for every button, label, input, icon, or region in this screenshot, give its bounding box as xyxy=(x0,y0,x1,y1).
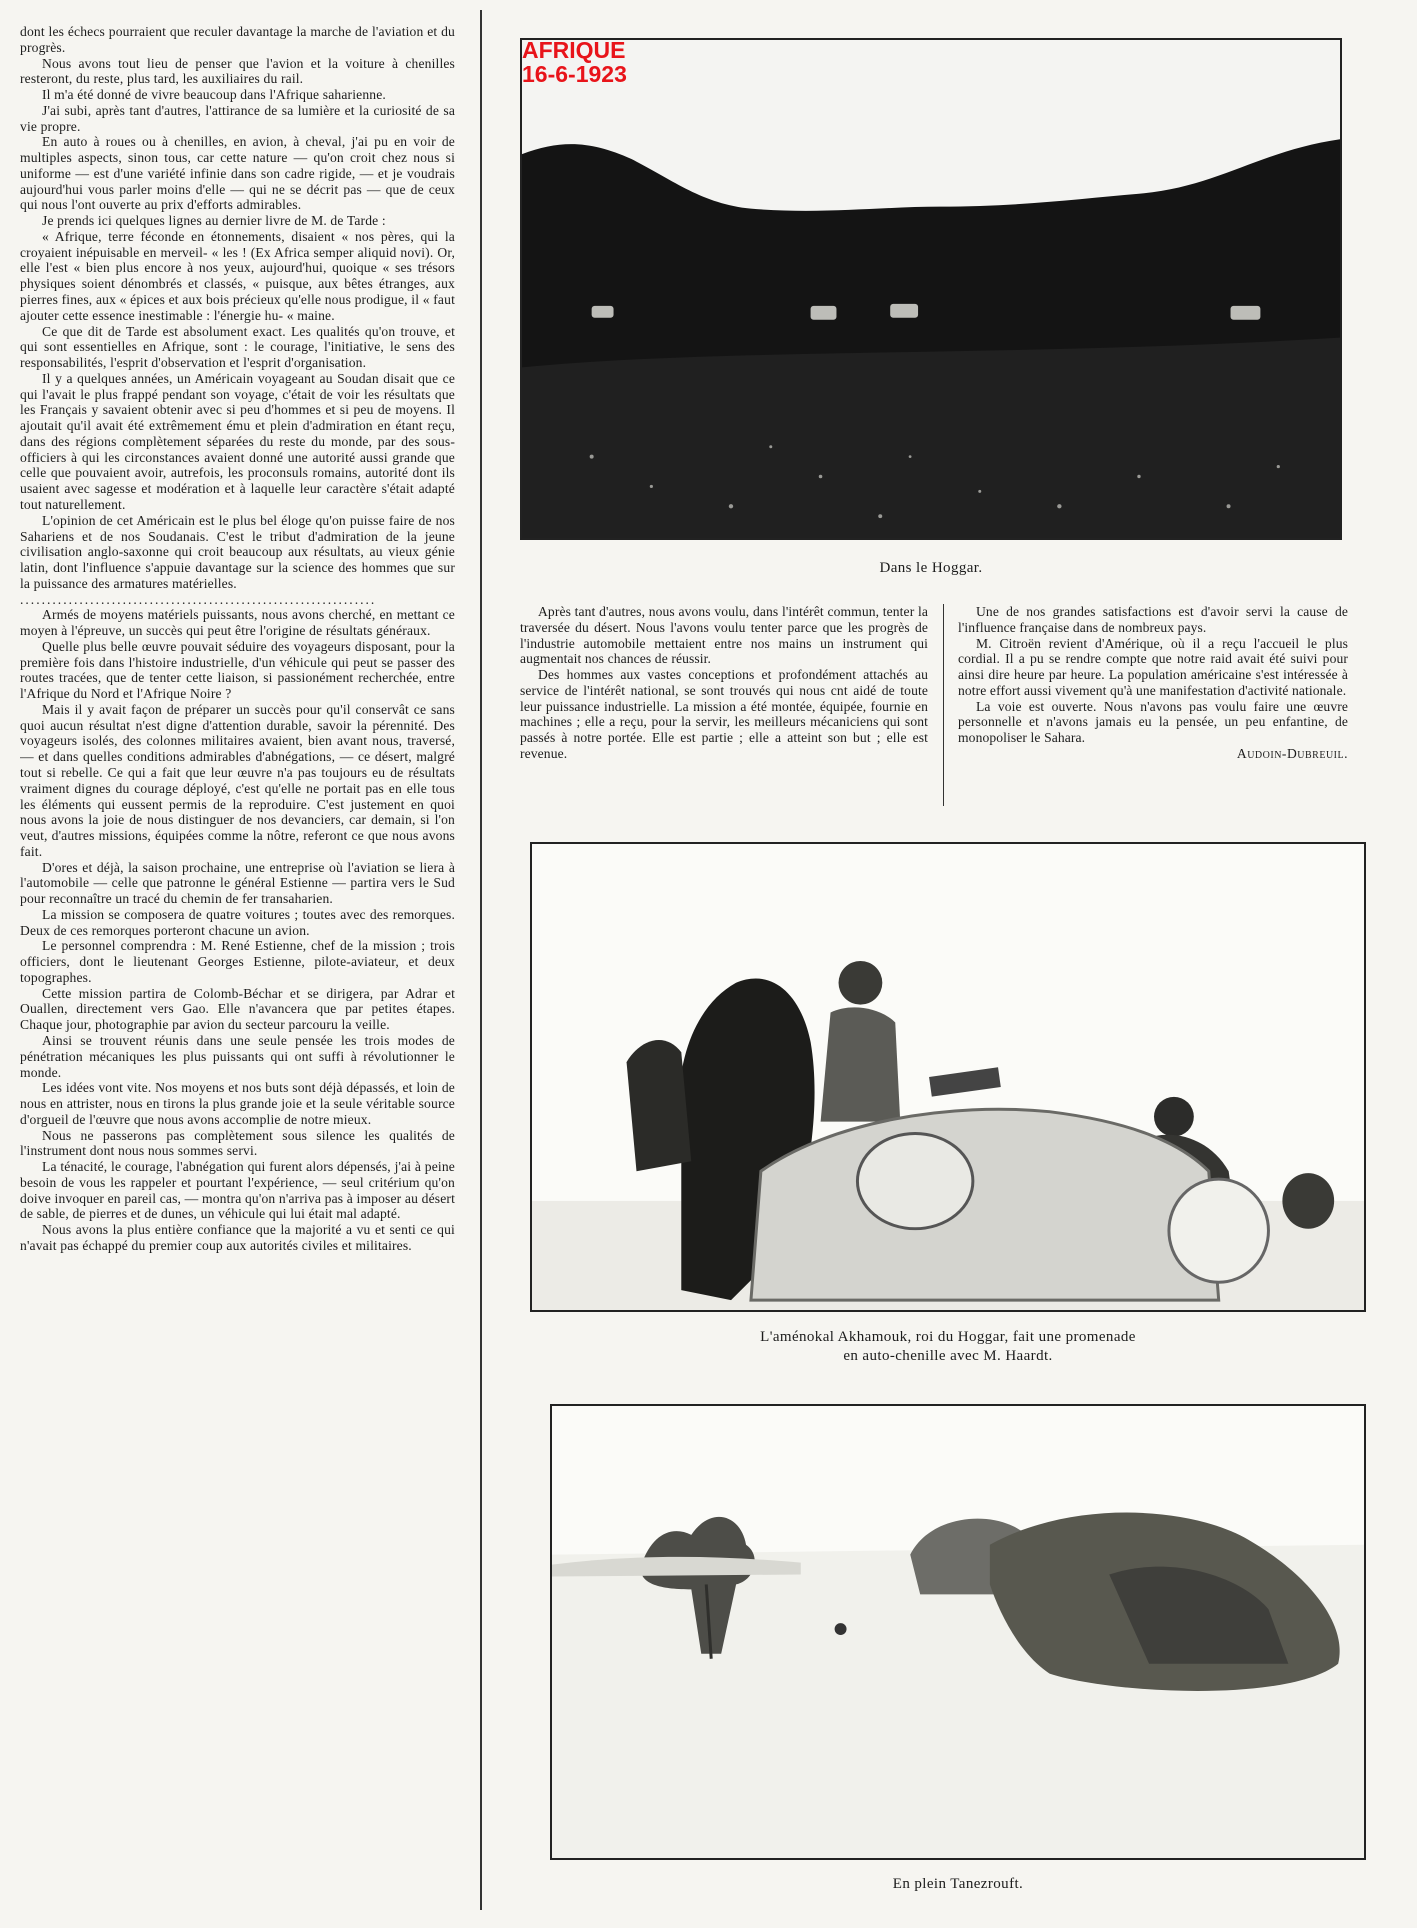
paragraph: Nous avons la plus entière confiance que la majorité a vu et senti ce qui n'avait pas échappé du premier coup aux autorités civiles et militaires. xyxy=(20,1222,455,1253)
paragraph: Armés de moyens matériels puissants, nous avons cherché, en mettant ce moyen à l'épreuve, un succès qui peut être l'origine de résultats généraux. xyxy=(20,607,455,639)
paragraph: La voie est ouverte. Nous n'avons pas voulu faire une œuvre personnelle et n'avons jamais eu la pensée, un peu enfantine, de monopoliser le Sahara. xyxy=(958,698,1348,746)
paragraph: L'opinion de cet Américain est le plus bel éloge qu'on puisse faire de nos Sahariens et de nos Soudanais. C'est le tribut d'admiration de la jeune civilisation anglo-saxonne qui croit beaucoup aux résultats, au vieux génie latin, dont l'influence s'appuie davantage sur la science des hommes que sur la puissance des armatures matérielles. xyxy=(20,512,455,591)
paragraph: J'ai subi, après tant d'autres, l'attirance de sa lumière et la curiosité de sa vie propre. xyxy=(20,102,455,134)
paragraph: Cette mission partira de Colomb-Béchar et se dirigera, par Adrar et Ouallen, directement vers Gao. Elle n'avancera que par petites étapes. Chaque jour, photographie par avion du secteur parcouru la veille. xyxy=(20,985,455,1033)
author-signature: Audoin-Dubreuil. xyxy=(1236,745,1348,761)
stamp-title: AFRIQUE xyxy=(522,37,626,63)
photo-caption xyxy=(530,1328,1366,1366)
akhamouk-photo xyxy=(530,842,1366,1312)
paragraph: Il m'a été donné de vivre beaucoup dans l'Afrique saharienne. xyxy=(42,87,386,103)
hoggar-photo xyxy=(520,38,1342,540)
tanezrouft-photo xyxy=(550,1404,1366,1860)
column-divider xyxy=(943,604,944,806)
caption-line: en auto-chenille avec M. Haardt. xyxy=(843,1347,1053,1364)
photo-caption: Dans le Hoggar. xyxy=(879,560,983,576)
caption-line: L'aménokal Akhamouk, roi du Hoggar, fait une promenade xyxy=(760,1329,1136,1345)
paragraph: En auto à roues ou à chenilles, en avion, à cheval, j'ai pu en voir de multiples aspects, sinon tous, car cette nature — qu'on croit chez nous si uniforme — est d'une variété infinie dans son cadre rigide, — et je voudrais aujourd'hui vous parler moins d'elle — qui ne se décrit pas — que de ceux qui nous l'ont ouverte au prix d'efforts admirables. xyxy=(20,134,455,213)
stamp-date: 16-6-1923 xyxy=(522,61,627,88)
paragraph: Le personnel comprendra : M. René Estienne, chef de la mission ; trois officiers, dont le lieutenant Georges Estienne, pilote-aviateur, et deux topographes. xyxy=(20,938,455,985)
paragraph: Des hommes aux vastes conceptions et profondément attachés au service de l'intérêt national, se sont trouvés qui nous cnt aidé de toute leur puissance industrielle. La mission a été montée, équipée, fournie en machines ; elle a reçu, pour la servir, les meilleurs mécaniciens qui sont passés à notre portée. Elle est partie ; elle a atteint son but ; elle est revenue. xyxy=(520,667,928,761)
paragraph: Quelle plus belle œuvre pouvait séduire des voyageurs disposant, pour la première fois dans l'histoire industrielle, d'un véhicule qui peut se passer des routes tracées, que de tenter cette liaison, si passionément recherchée, entre l'Afrique du Nord et l'Afrique Noire ? xyxy=(20,638,455,702)
paragraph: D'ores et déjà, la saison prochaine, une entreprise où l'aviation se liera à l'automobile — celle que patronne le général Estienne — partira vers le Sud pour reconnaître un tracé du chemin de fer transaharien. xyxy=(20,859,455,907)
paragraph: Ce que dit de Tarde est absolument exact. Les qualités qu'on trouve, et qui sont essentielles en Afrique, sont : le courage, l'initiative, le sens des responsabilités, l'esprit d'observation et l'esprit d'organisation. xyxy=(20,323,455,371)
paragraph: Une de nos grandes satisfactions est d'avoir servi la cause de l'influence française dans de nombreux pays. xyxy=(958,604,1348,635)
paragraph: Nous ne passerons pas complètement sous silence les qualités de l'instrument dont nous nous sommes servi. xyxy=(20,1127,455,1159)
paragraph: Après tant d'autres, nous avons voulu, dans l'intérêt commun, tenter la traversée du désert. Nous l'avons voulu tenter parce que les progrès de l'industrie automobile mettaient entre nos mains un instrument qui augmentait nos chances de réussir. xyxy=(520,604,928,667)
paragraph: Mais il y avait façon de préparer un succès pour qu'il conservât ce sans quoi aucun résultat n'est digne d'attention durable, savoir la pérennité. Des voyageurs isolés, des colonnes militaires avaient, bien avant nous, traversé, — et dans quelles conditions admirables d'abnégations, — ce désert, malgré tout si rebelle. Ce qui a fait que leur œuvre n'a pas toujours eu de résultats vraiment dignes du courage déployé, c'est qu'elle ne portait pas en elle tous les éléments qui eussent permis de la reproduire. C'est justement en quoi nous avons la joie de nous distinguer de nos devanciers, car demain, si l'on veut, d'autres missions, équipées comme la nôtre, referont ce que nous avons fait. xyxy=(20,701,455,859)
paragraph: Il y a quelques années, un Américain voyageant au Soudan disait que ce qui l'avait le plus frappé pendant son voyage, c'était de voir les résultats que les Français y savaient obtenir avec si peu d'hommes et si peu de moyens. Il ajoutait qu'il avait été extrêmement ému et plein d'admiration en étant reçu, dans des régions complètement séparées du reste du monde, par des sous-officiers à qui les circonstances avaient donné une autorité aussi grande que celle que pouvaient avoir, autrefois, les proconsuls romains, autorité dont ils usaient avec sagesse et modération et à laquelle leur caractère s'était adapté tout naturellement. xyxy=(20,370,455,512)
dotted-separator: .................................................................. xyxy=(20,591,377,607)
column-divider xyxy=(480,10,482,1910)
middle-text-right xyxy=(958,604,1348,762)
left-article-column xyxy=(20,24,455,1914)
quotation-paragraph: « Afrique, terre féconde en étonnements, disaient « nos pères, qui la croyaient inépuisable en merveil- « les ! (Ex Africa semper aliquid novi). Or, elle l'est « bien plus encore à nos yeux, aujourd'hui, quoique « ses trésors physiques soient dénombrés et classés, « puisque, aux bêtes étranges, aux pierres fines, aux « épices et aux bois précieux qu'elle nous prodigue, il « faut ajouter cette essence inestimable : l'énergie hu- « maine. xyxy=(20,228,455,323)
date-stamp xyxy=(522,38,627,86)
paragraph: dont les échecs pourraient que reculer davantage la marche de l'aviation et du progrès. xyxy=(20,24,455,55)
paragraph: La ténacité, le courage, l'abnégation qui furent alors dépensés, j'ai à peine besoin de vous les rappeler et pourtant l'expérience, — seul critérium qu'on doive invoquer en pareil cas, — montra qu'on n'arriva pas à imposer au désert de sable, de pierres et de dunes, un véhicule qui lui était mal adapté. xyxy=(20,1159,455,1222)
paragraph: Les idées vont vite. Nos moyens et nos buts sont déjà dépassés, et loin de nous en attrister, nous en tirons la plus grande joie et la seule véritable source d'orgueil de l'œuvre que nous avons accomplie de notre mieux. xyxy=(20,1080,455,1127)
paragraph: M. Citroën revient d'Amérique, où il a reçu l'accueil le plus cordial. Il a pu se rendre compte que notre raid avait été suivi pour ainsi dire heure par heure. La population américaine s'est intéressée à notre effort aussi vivement qu'à une manifestation d'activité nationale. xyxy=(958,635,1348,698)
paragraph: La mission se composera de quatre voitures ; toutes avec des remorques. Deux de ces remorques porteront chacune un avion. xyxy=(20,906,455,938)
photo-caption: En plein Tanezrouft. xyxy=(892,1876,1024,1892)
paragraph: Nous avons tout lieu de penser que l'avion et la voiture à chenilles resteront, du reste, plus tard, les auxiliaires du rail. xyxy=(20,55,455,87)
paragraph: Je prends ici quelques lignes au dernier livre de M. de Tarde : xyxy=(42,213,386,229)
paragraph: Ainsi se trouvent réunis dans une seule pensée les trois modes de pénétration mécaniques les plus puissants qui ont suffi à révolutionner le monde. xyxy=(20,1033,455,1080)
middle-text-left xyxy=(520,604,928,762)
